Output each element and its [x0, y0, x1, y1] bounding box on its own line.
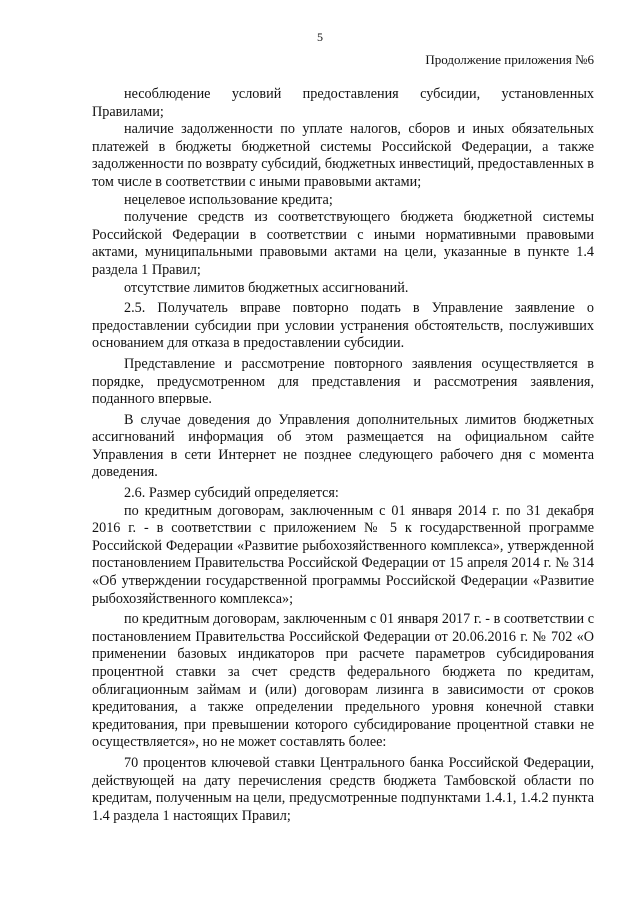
paragraph: В случае доведения до Управления дополнительных лимитов бюджетных ассигнований информация об этом размещается на официальном сайте Управления в сети Интернет не позднее следующего рабочего дня с момента доведения.	[92, 411, 594, 481]
appendix-continuation-note: Продолжение приложения №6	[425, 52, 594, 67]
paragraph: получение средств из соответствующего бюджета бюджетной системы Российской Федерации в соответствии с иными нормативными правовыми актами, муниципальными правовыми актами на цели, указанные в пункте 1.4 раздела 1 Правил;	[92, 209, 594, 278]
paragraph: Представление и рассмотрение повторного заявления осуществляется в порядке, предусмотренном для представления и рассмотрения заявления, поданного впервые.	[92, 355, 594, 408]
paragraph: наличие задолженности по уплате налогов, сборов и иных обязательных платежей в бюджеты бюджетной системы Российской Федерации, а также задолженности по возврату субсидий, бюджетных инвестиций, предоставленных в том числе в соответствии с иными правовыми актами;	[92, 121, 594, 190]
paragraph: по кредитным договорам, заключенным с 01 января 2014 г. по 31 декабря 2016 г. - в соответствии с приложением № 5 к государственной программе Российской Федерации «Развитие рыбохозяйственного комплекса», утвержденной постановлением Правительства Российской Федерации от 15 апреля 2014 г. № 314 «Об утверждении государственной программы Российской Федерации «Развитие рыбохозяйственного комплекса»;	[92, 502, 594, 607]
document-body	[92, 86, 594, 825]
paragraph-section-2-5: 2.5. Получатель вправе повторно подать в Управление заявление о предоставлении субсидии при условии устранения обстоятельств, послуживших основанием для отказа в предоставлении субсидии.	[92, 300, 594, 352]
paragraph: 70 процентов ключевой ставки Центрального банка Российской Федерации, действующей на дату перечисления средств бюджета Тамбовской области по кредитам, полученным на цели, предусмотренные подпунктами 1.4.1, 1.4.2 пункта 1.4 раздела 1 настоящих Правил;	[92, 754, 594, 824]
paragraph: по кредитным договорам, заключенным с 01 января 2017 г. - в соответствии с постановлением Правительства Российской Федерации от 20.06.2016 г. № 702 «О применении базовых индикаторов при расчете параметров субсидирования процентной ставки за счет средств федерального бюджета по кредитам, облигационным займам и (или) договорам лизинга в зависимости от сроков кредитования, а также определении предельного уровня конечной ставки кредитования, при превышении которого субсидирование процентной ставки не осуществляется», но не может составлять более:	[92, 611, 594, 751]
page-number: 5	[317, 30, 323, 44]
paragraph: несоблюдение условий предоставления субсидии, установленных Правилами;	[92, 86, 594, 120]
paragraph-section-2-6: 2.6. Размер субсидий определяется:	[124, 485, 339, 502]
paragraph: отсутствие лимитов бюджетных ассигнований.	[124, 279, 409, 296]
paragraph: нецелевое использование кредита;	[124, 191, 333, 208]
